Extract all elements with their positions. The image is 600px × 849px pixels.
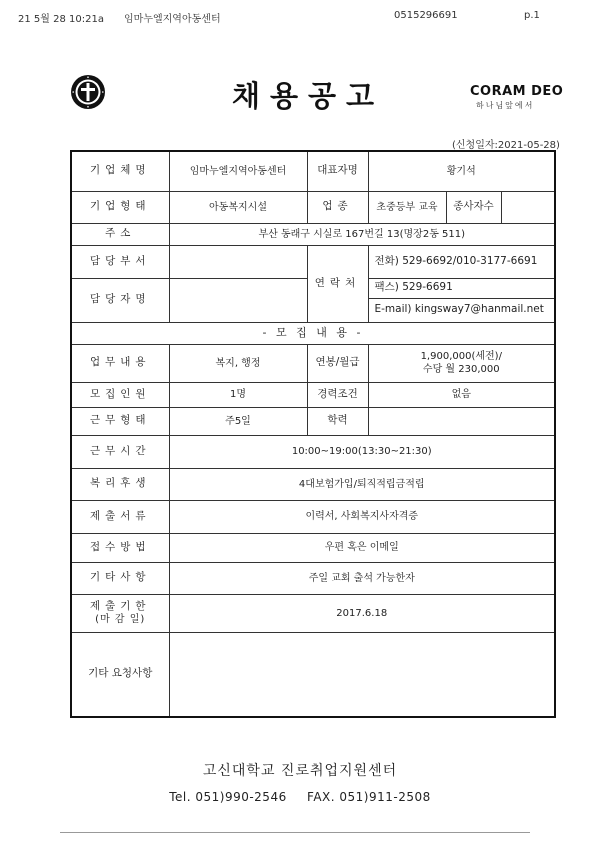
fax-number: 0515296691: [394, 10, 458, 21]
page-title: 채용공고: [232, 79, 385, 113]
hours: 10:00~19:00(13:30~21:30): [169, 435, 555, 468]
motto-main: CORAM DEO: [470, 84, 564, 99]
manager-label: 담당자명: [71, 278, 169, 322]
company-type: 아동복지시설: [169, 191, 307, 223]
company-type-label: 기업형태: [71, 191, 169, 223]
method-label: 접수방법: [71, 533, 169, 562]
worktype-label: 근무형태: [71, 407, 169, 435]
dept-label: 담당부서: [71, 245, 169, 278]
hours-label: 근무시간: [71, 435, 169, 468]
contact-phone: 전화) 529-6692/010-3177-6691: [368, 245, 555, 278]
method: 우편 혹은 이메일: [169, 533, 555, 562]
industry-label: 업종: [307, 191, 368, 223]
employees-label: 종사자수: [446, 191, 501, 223]
benefits-label: 복리후생: [71, 468, 169, 500]
career: 없음: [368, 382, 555, 407]
rep-name: 황기석: [368, 151, 555, 191]
address: 부산 동래구 시실로 167번길 13(명장2동 511): [169, 223, 555, 245]
footer-contact: [0, 790, 600, 804]
job-posting-form: [70, 150, 556, 718]
deadline-label: [71, 594, 169, 632]
deadline-label-line1: 제출기한: [89, 599, 151, 612]
deadline-label-line2: (마 감 일): [95, 614, 146, 626]
motto-sub: 하나님앞에서: [476, 101, 535, 110]
etc-label: 기타사항: [71, 562, 169, 594]
career-label: 경력조건: [307, 382, 368, 407]
manager: [169, 278, 307, 322]
bottom-divider: [60, 832, 530, 833]
fax-datetime: 21 5월 28 10:21a: [18, 14, 104, 25]
footer-tel: Tel. 051)990-2546: [169, 790, 287, 804]
deadline: 2017.6.18: [169, 594, 555, 632]
industry: 초중등부 교육: [368, 191, 446, 223]
contact-email: E-mail) kingsway7@hanmail.net: [368, 298, 555, 322]
fax-page: p.1: [524, 10, 540, 21]
headcount: 1명: [169, 382, 307, 407]
duty-label: 업무내용: [71, 344, 169, 382]
salary-label: 연봉/월급: [307, 344, 368, 382]
apply-date: (신청일자:2021-05-28): [452, 140, 560, 151]
duty: 복지, 행정: [169, 344, 307, 382]
worktype: 주5일: [169, 407, 307, 435]
recruit-section-header: - 모 집 내 용 -: [71, 322, 555, 344]
footer-fax: FAX. 051)911-2508: [307, 790, 431, 804]
requests: [169, 632, 555, 717]
headcount-label: 모집인원: [71, 382, 169, 407]
fax-sender: 임마누엘지역아동센터: [124, 14, 221, 25]
benefits: 4대보험가입/퇴직적립금적립: [169, 468, 555, 500]
church-emblem-icon: [70, 74, 106, 110]
education: [368, 407, 555, 435]
footer-organization: 고신대학교 진로취업지원센터: [202, 763, 398, 779]
address-label: 주소: [71, 223, 169, 245]
company-name-label: 기업체명: [71, 151, 169, 191]
documents: 이력서, 사회복지사자격증: [169, 500, 555, 533]
contact-fax: 팩스) 529-6691: [368, 278, 555, 298]
salary: [368, 344, 555, 382]
etc: 주일 교회 출석 가능한자: [169, 562, 555, 594]
requests-label: 기타 요청사항: [71, 632, 169, 717]
dept: [169, 245, 307, 278]
contact-label: 연락처: [307, 245, 368, 322]
documents-label: 제출서류: [71, 500, 169, 533]
salary-line1: 1,900,000(세전)/: [420, 351, 502, 362]
company-name: 임마누엘지역아동센터: [169, 151, 307, 191]
education-label: 학력: [307, 407, 368, 435]
salary-line2: 수당 월 230,000: [422, 364, 500, 375]
rep-label: 대표자명: [307, 151, 368, 191]
employees: [501, 191, 555, 223]
